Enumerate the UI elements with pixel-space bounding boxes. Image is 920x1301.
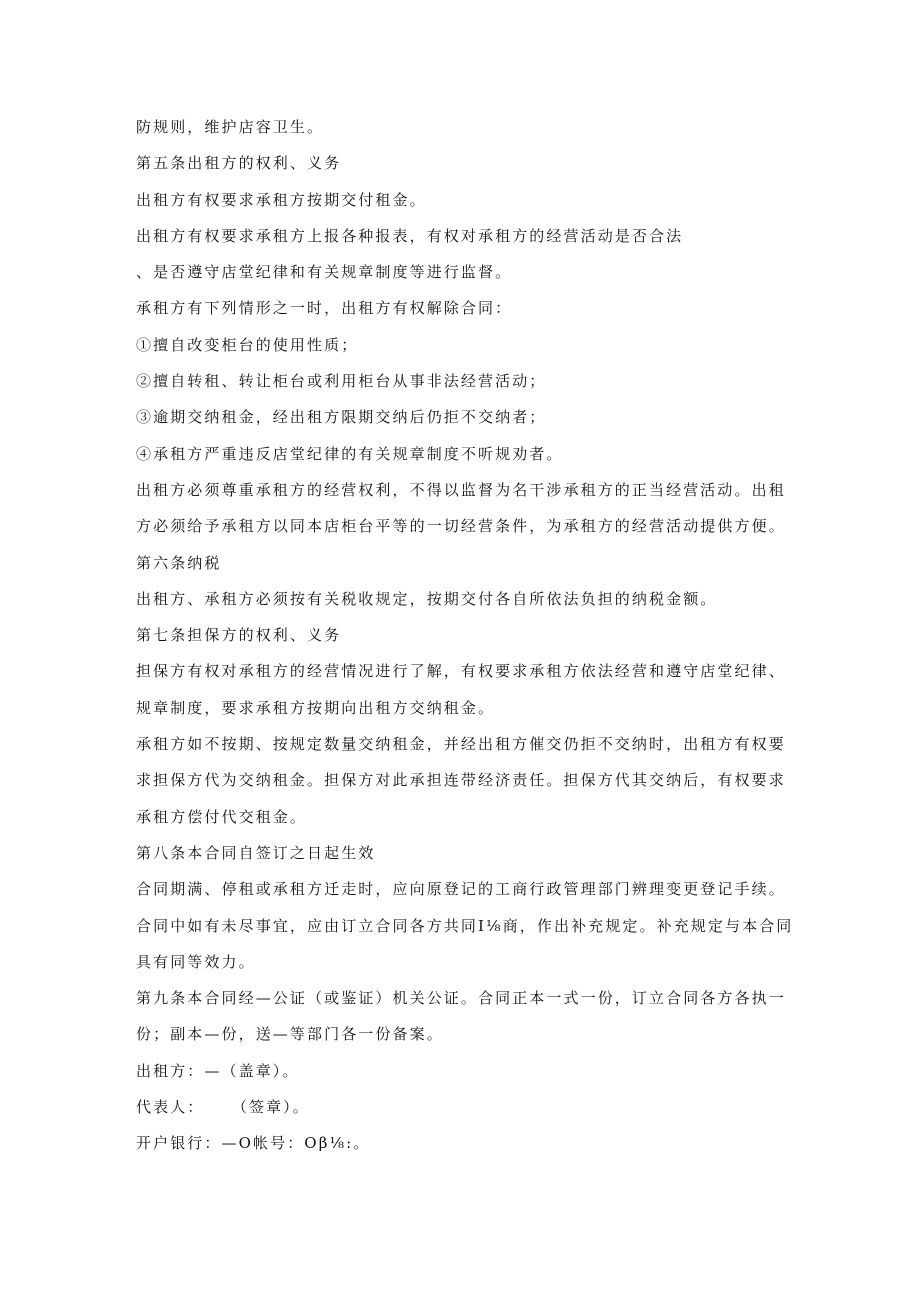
paragraph-line: 出租方必须尊重承租方的经营权利，不得以监督为名干涉承租方的正当经营活动。出租 bbox=[136, 480, 786, 499]
paragraph-line: 、是否遵守店堂纪律和有关规章制度等进行监督。 bbox=[136, 263, 513, 282]
list-item: ①擅自改变柜台的使用性质； bbox=[136, 335, 359, 354]
paragraph-line: 担保方有权对承租方的经营情况进行了解，有权要求承租方依法经营和遵守店堂纪律、 bbox=[136, 662, 786, 681]
article-heading: 第六条纳税 bbox=[136, 553, 222, 572]
bank-account-line: 开户银行：—O帐号：Oβ⅛:。 bbox=[136, 1134, 371, 1153]
representative-signature-line: 代表人： （签章）。 bbox=[136, 1098, 310, 1117]
contract-text bbox=[136, 109, 836, 1162]
paragraph-line: 合同期满、停租或承租方迁走时，应向原登记的工商行政管理部门辨理变更登记手续。 bbox=[136, 880, 786, 899]
paragraph-line: 出租方、承租方必须按有关税收规定，按期交付各自所依法负担的纳税金额。 bbox=[136, 589, 718, 608]
paragraph-line: 出租方有权要求承租方上报各种报表，有权对承租方的经营活动是否合法 bbox=[136, 226, 684, 245]
paragraph-line: 承租方有下列情形之一时，出租方有权解除合同： bbox=[136, 299, 513, 318]
article-heading: 第七条担保方的权利、义务 bbox=[136, 626, 342, 645]
paragraph-line: 规章制度，要求承租方按期向出租方交纳租金。 bbox=[136, 698, 496, 717]
list-item: ②擅自转租、转让柜台或利用柜台从事非法经营活动； bbox=[136, 372, 547, 391]
paragraph-line: 具有同等效力。 bbox=[136, 952, 256, 971]
list-item: ④承租方严重违反店堂纪律的有关规章制度不听规劝者。 bbox=[136, 444, 564, 463]
paragraph-line: 防规则，维护店容卫生。 bbox=[136, 118, 325, 136]
paragraph-line: 出租方有权要求承租方按期交付租金。 bbox=[136, 190, 427, 209]
article-heading: 第九条本合同经—公证（或鉴证）机关公证。合同正本一式一份，订立合同各方各执一 bbox=[136, 989, 786, 1008]
paragraph-line: 份；副本—份，送—等部门各一份备案。 bbox=[136, 1025, 444, 1044]
article-heading: 第五条出租方的权利、义务 bbox=[136, 154, 342, 173]
list-item: ③逾期交纳租金，经出租方限期交纳后仍拒不交纳者； bbox=[136, 408, 547, 427]
paragraph-line: 求担保方代为交纳租金。担保方对此承担连带经济责任。担保方代其交纳后，有权要求 bbox=[136, 771, 786, 790]
paragraph-line: 合同中如有未尽事宜，应由订立合同各方共同I⅛商，作出补充规定。补充规定与本合同 bbox=[136, 916, 794, 935]
paragraph-line: 方必须给予承租方以同本店柜台平等的一切经营条件，为承租方的经营活动提供方便。 bbox=[136, 517, 786, 536]
article-heading: 第八条本合同自签订之日起生效 bbox=[136, 843, 376, 862]
paragraph-line: 承租方如不按期、按规定数量交纳租金，并经出租方催交仍拒不交纳时，出租方有权要 bbox=[136, 735, 786, 754]
paragraph-line: 承租方偿付代交租金。 bbox=[136, 807, 308, 826]
lessor-signature-line: 出租方：—（盖章）。 bbox=[136, 1061, 300, 1080]
